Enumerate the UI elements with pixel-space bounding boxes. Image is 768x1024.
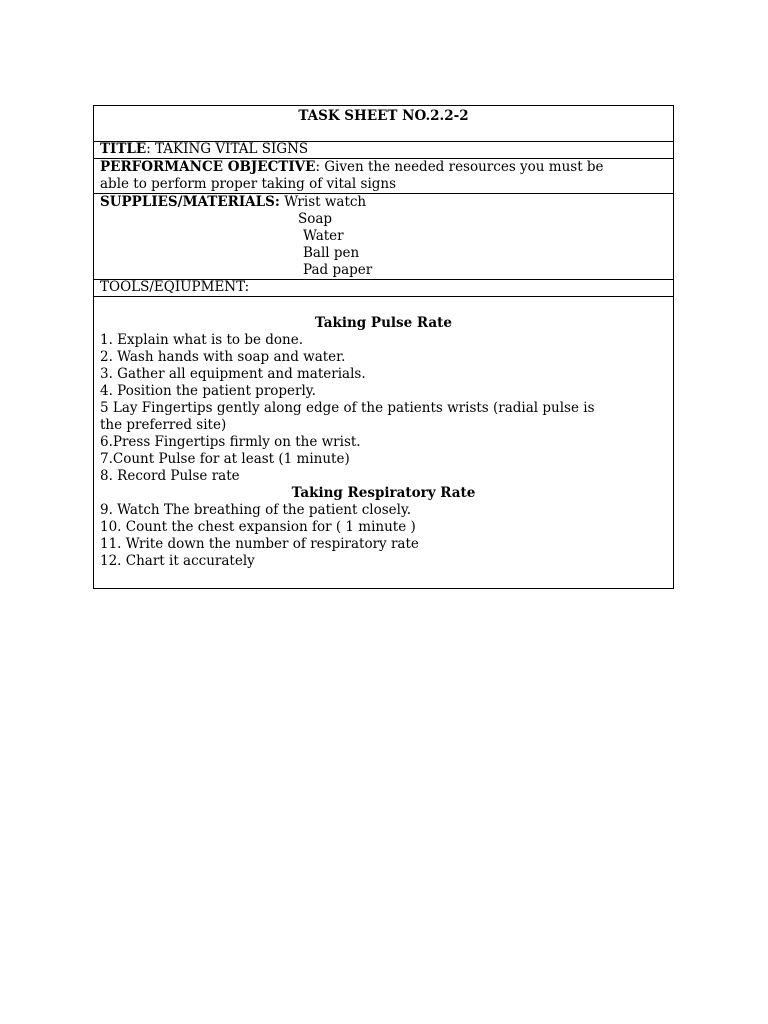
objective-label: PERFORMANCE OBJECTIVE [100, 159, 316, 175]
supplies-label: SUPPLIES/MATERIALS: [100, 194, 280, 210]
objective-row [94, 159, 673, 194]
supplies-line-1 [100, 194, 366, 211]
supplies-row [94, 194, 673, 280]
list-item: 9. Watch The breathing of the patient closely. [100, 502, 412, 518]
list-item: 10. Count the chest expansion for ( 1 minute ) [100, 519, 416, 535]
list-item: 1. Explain what is to be done. [100, 332, 304, 348]
header-row [94, 106, 673, 142]
task-sheet-table [93, 105, 674, 589]
list-item: the preferred site) [100, 417, 227, 433]
list-item: 4. Position the patient properly. [100, 383, 316, 399]
tools-label: TOOLS/EQIUPMENT: [100, 279, 250, 295]
objective-line-2: able to perform proper taking of vital signs [100, 176, 397, 192]
task-sheet-title: TASK SHEET NO.2.2-2 [298, 108, 469, 124]
title-label: TITLE [100, 141, 147, 157]
title-value: : TAKING VITAL SIGNS [146, 141, 309, 157]
title-field [100, 141, 308, 158]
supply-item: Soap [298, 211, 333, 227]
supply-item: Pad paper [303, 262, 373, 278]
title-row [94, 142, 673, 159]
list-item: 12. Chart it accurately [100, 553, 255, 569]
supply-item: Water [303, 228, 344, 244]
list-item: 11. Write down the number of respiratory rate [100, 536, 419, 552]
respiratory-heading: Taking Respiratory Rate [291, 485, 476, 501]
list-item: 2. Wash hands with soap and water. [100, 349, 346, 365]
list-item: 7.Count Pulse for at least (1 minute) [100, 451, 350, 467]
tools-row [94, 280, 673, 297]
supply-item: Ball pen [303, 245, 360, 261]
supply-item: Wrist watch [284, 194, 367, 210]
procedure-section [94, 297, 673, 589]
objective-line-1: PERFORMANCE OBJECTIVE: Given the needed resources you must be [100, 159, 604, 175]
list-item: 3. Gather all equipment and materials. [100, 366, 366, 382]
list-item: 5 Lay Fingertips gently along edge of the patients wrists (radial pulse is [100, 400, 595, 416]
pulse-heading: Taking Pulse Rate [314, 315, 453, 331]
list-item: 6.Press Fingertips firmly on the wrist. [100, 434, 361, 450]
list-item: 8. Record Pulse rate [100, 468, 240, 484]
